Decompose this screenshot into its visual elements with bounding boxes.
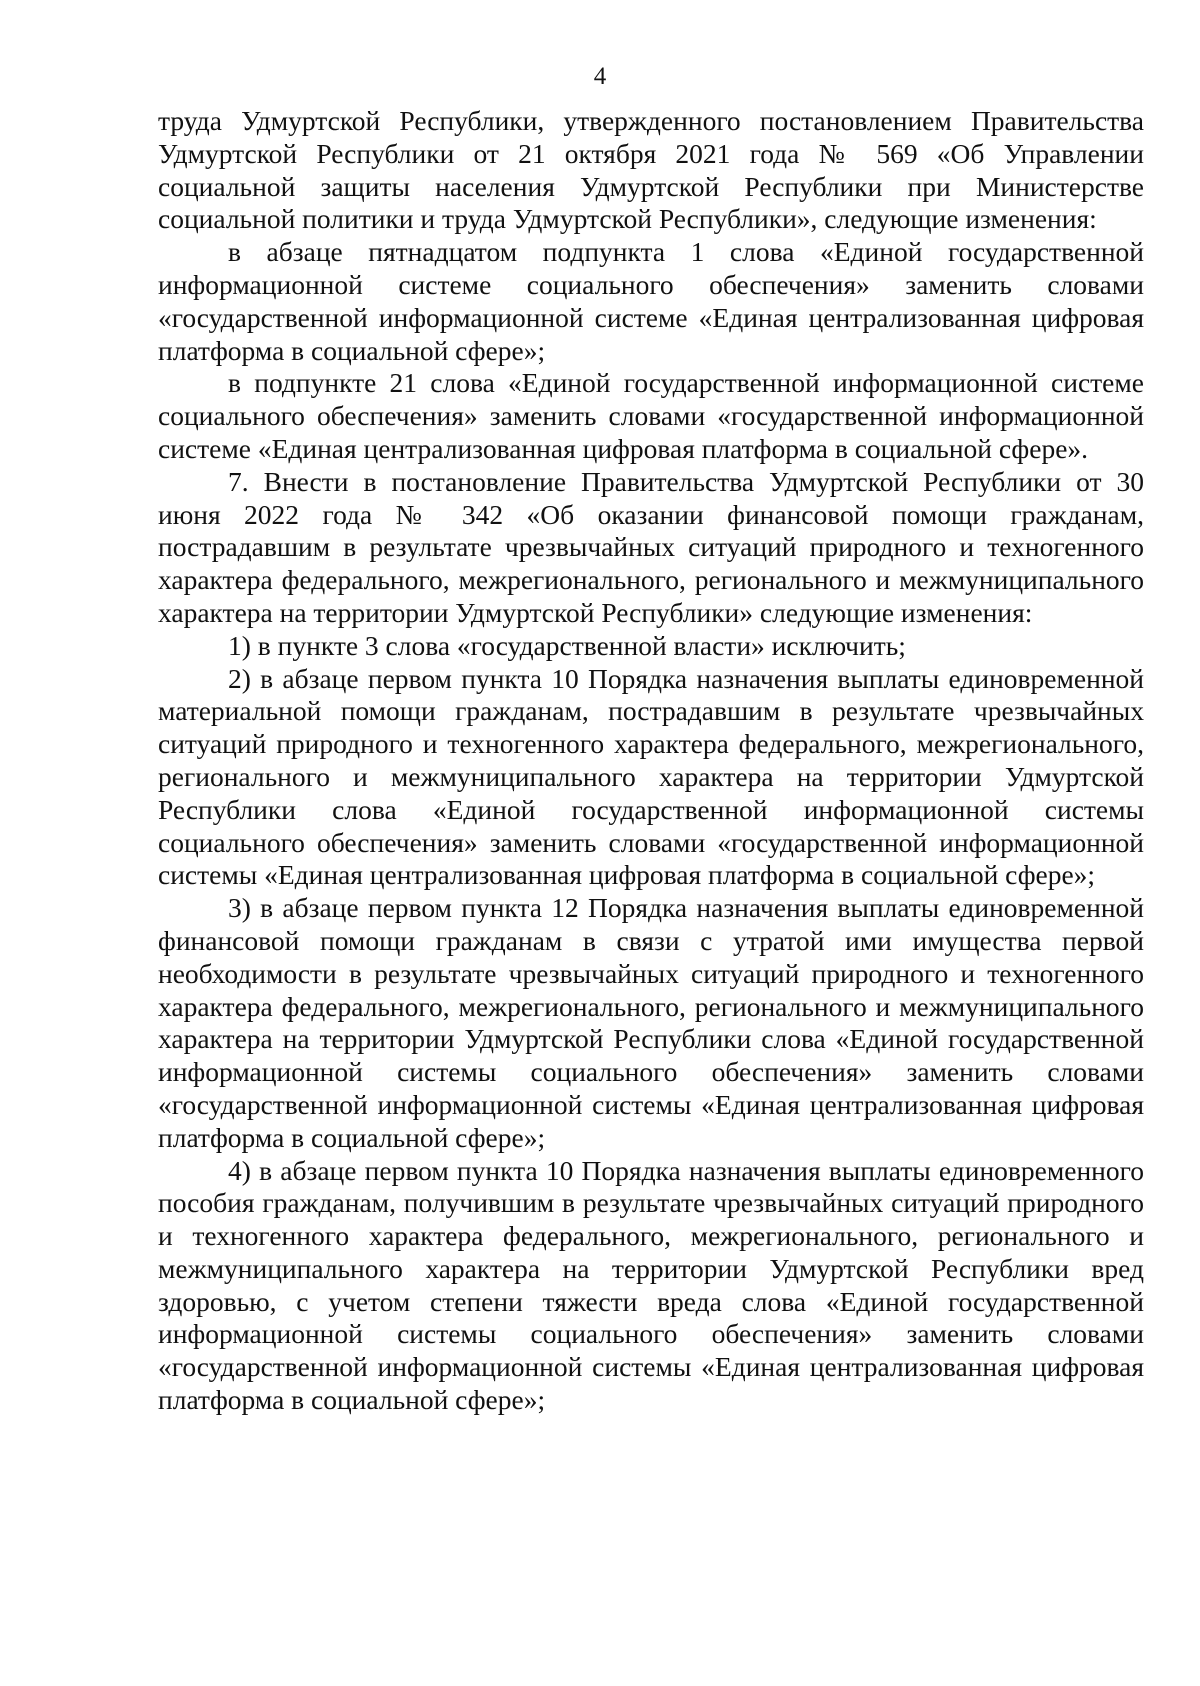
paragraph-item-7-sub-2: 2) в абзаце первом пункта 10 Порядка назначения выплаты единовременной материальной помощи гражданам, пострадавшим в результате чрезвычайных ситуаций природного и техногенного характера федерального, межрегионального, регионального и межмуниципального характера на территории Удмуртской Республики слова «Единой государственной информационной системы социального обеспечения» заменить словами «государственной информационной системы «Единая централизованная цифровая платформа в социальной сфере»; bbox=[158, 662, 1144, 891]
paragraph-item-7-sub-4: 4) в абзаце первом пункта 10 Порядка назначения выплаты единовременного пособия гражданам, получившим в результате чрезвычайных ситуаций природного и техногенного характера федерального, межрегионального, регионального и межмуниципального характера на территории Удмуртской Республики вред здоровью, с учетом степени тяжести вреда слова «Единой государственной информационной системы социального обеспечения» заменить словами «государственной информационной системы «Единая централизованная цифровая платформа в социальной сфере»; bbox=[158, 1154, 1144, 1416]
paragraph-change-subitem-21: в подпункте 21 слова «Единой государственной информационной системе социального обеспечения» заменить словами «государственной информационной системе «Единая централизованная цифровая платформа в социальной сфере». bbox=[158, 367, 1144, 464]
document-body bbox=[158, 105, 1144, 1417]
paragraph-change-abzats-15: в абзаце пятнадцатом подпункта 1 слова «Единой государственной информационной системе социального обеспечения» заменить словами «государственной информационной системе «Единая централизованная цифровая платформа в социальной сфере»; bbox=[158, 236, 1144, 366]
paragraph-intro-continuation: труда Удмуртской Республики, утвержденного постановлением Правительства Удмуртской Республики от 21 октября 2021 года № 569 «Об Управлении социальной защиты населения Удмуртской Республики при Министерстве социальной политики и труда Удмуртской Республики», следующие изменения: bbox=[158, 105, 1144, 235]
paragraph-item-7: 7. Внести в постановление Правительства Удмуртской Республики от 30 июня 2022 года № 342 «Об оказании финансовой помощи гражданам, пострадавшим в результате чрезвычайных ситуаций природного и техногенного характера федерального, межрегионального, регионального и межмуниципального характера на территории Удмуртской Республики» следующие изменения: bbox=[158, 465, 1144, 628]
paragraph-item-7-sub-3: 3) в абзаце первом пункта 12 Порядка назначения выплаты единовременной финансовой помощи гражданам в связи с утратой ими имущества первой необходимости в результате чрезвычайных ситуаций природного и техногенного характера федерального, межрегионального, регионального и межмуниципального характера на территории Удмуртской Республики слова «Единой государственной информационной системы социального обеспечения» заменить словами «государственной информационной системы «Единая централизованная цифровая платформа в социальной сфере»; bbox=[158, 892, 1144, 1153]
page-number: 4 bbox=[593, 63, 607, 90]
paragraph-item-7-sub-1: 1) в пункте 3 слова «государственной власти» исключить; bbox=[228, 629, 906, 661]
